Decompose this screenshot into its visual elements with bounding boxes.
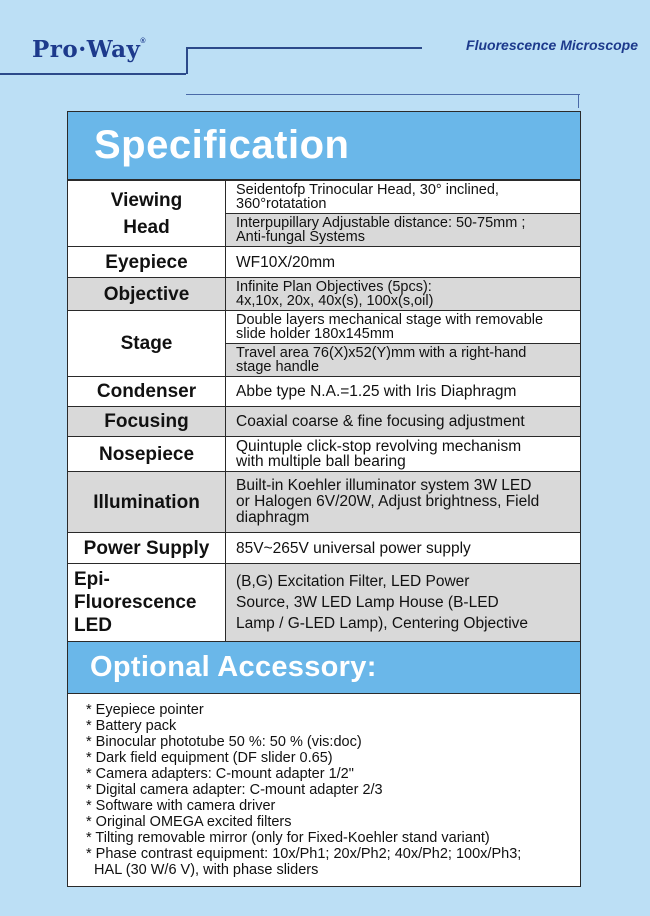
specification-sheet — [67, 111, 581, 887]
list-item: * Eyepiece pointer — [86, 702, 204, 718]
list-item: * Battery pack — [86, 718, 177, 734]
spec-value-objective: Infinite Plan Objectives (5pcs): 4x,10x, 20x, 40x(s), 100x(s,oil) — [226, 278, 581, 311]
spec-value-stage-1: Double layers mechanical stage with removable slide holder 180x145mm — [226, 311, 581, 344]
list-item: * Camera adapters: C-mount adapter 1/2" — [86, 766, 354, 782]
header-line-tick — [578, 94, 579, 108]
optional-accessory-banner — [67, 642, 581, 694]
registered-mark: ® — [140, 38, 147, 45]
header-line-left — [0, 73, 186, 75]
spec-label-stage: Stage — [68, 311, 226, 377]
spec-label-viewing-head: Viewing Head — [68, 181, 226, 247]
specification-table — [67, 180, 581, 642]
spec-value-eyepiece: WF10X/20mm — [226, 247, 581, 278]
document-title: Fluorescence Microscope — [466, 37, 638, 53]
spec-value-illumination: Built-in Koehler illuminator system 3W LED or Halogen 6V/20W, Adjust brightness, Field diaphragm — [226, 472, 581, 533]
spec-value-condenser: Abbe type N.A.=1.25 with Iris Diaphragm — [226, 377, 581, 407]
spec-value-viewing-head-2: Interpupillary Adjustable distance: 50-75mm ; Anti-fungal Systems — [226, 214, 581, 247]
spec-value-focusing: Coaxial coarse & fine focusing adjustment — [226, 407, 581, 437]
spec-value-nosepiece: Quintuple click-stop revolving mechanism with multiple ball bearing — [226, 437, 581, 472]
header-line-top — [186, 47, 422, 49]
spec-label-objective: Objective — [68, 278, 226, 311]
spec-value-power-supply: 85V~265V universal power supply — [226, 533, 581, 564]
header-line-vertical — [186, 47, 188, 74]
list-item: * Dark field equipment (DF slider 0.65) — [86, 750, 333, 766]
spec-label-condenser: Condenser — [68, 377, 226, 407]
list-item: * Binocular phototube 50 %: 50 % (vis:doc) — [86, 734, 362, 750]
brand-name: Pro·Way — [32, 36, 141, 63]
spec-label-power-supply: Power Supply — [68, 533, 226, 564]
list-item: * Original OMEGA excited filters — [86, 814, 292, 830]
brand-logo — [32, 36, 146, 63]
specification-banner — [67, 111, 581, 180]
spec-label-eyepiece: Eyepiece — [68, 247, 226, 278]
spec-label-focusing: Focusing — [68, 407, 226, 437]
spec-value-viewing-head-1: Seidentofp Trinocular Head, 30° inclined, 360°rotatation — [226, 181, 581, 214]
optional-accessory-list — [67, 694, 581, 887]
list-item: * Phase contrast equipment: 10x/Ph1; 20x/Ph2; 40x/Ph2; 100x/Ph3; HAL (30 W/6 V), with phase sliders — [86, 846, 522, 878]
spec-label-nosepiece: Nosepiece — [68, 437, 226, 472]
list-item: * Tilting removable mirror (only for Fixed-Koehler stand variant) — [86, 830, 490, 846]
list-item: * Digital camera adapter: C-mount adapter 2/3 — [86, 782, 383, 798]
optional-accessory-title: Optional Accessory: — [90, 651, 377, 683]
list-item: * Software with camera driver — [86, 798, 276, 814]
spec-value-epi-fluorescence: (B,G) Excitation Filter, LED Power Source, 3W LED Lamp House (B-LED Lamp / G-LED Lamp), Centering Objective — [226, 564, 581, 642]
header-line-right — [186, 94, 580, 95]
specification-title: Specification — [94, 123, 350, 167]
spec-value-stage-2: Travel area 76(X)x52(Y)mm with a right-hand stage handle — [226, 344, 581, 377]
spec-label-illumination: Illumination — [68, 472, 226, 533]
spec-label-epi-fluorescence: Epi- Fluorescence LED — [68, 564, 226, 642]
